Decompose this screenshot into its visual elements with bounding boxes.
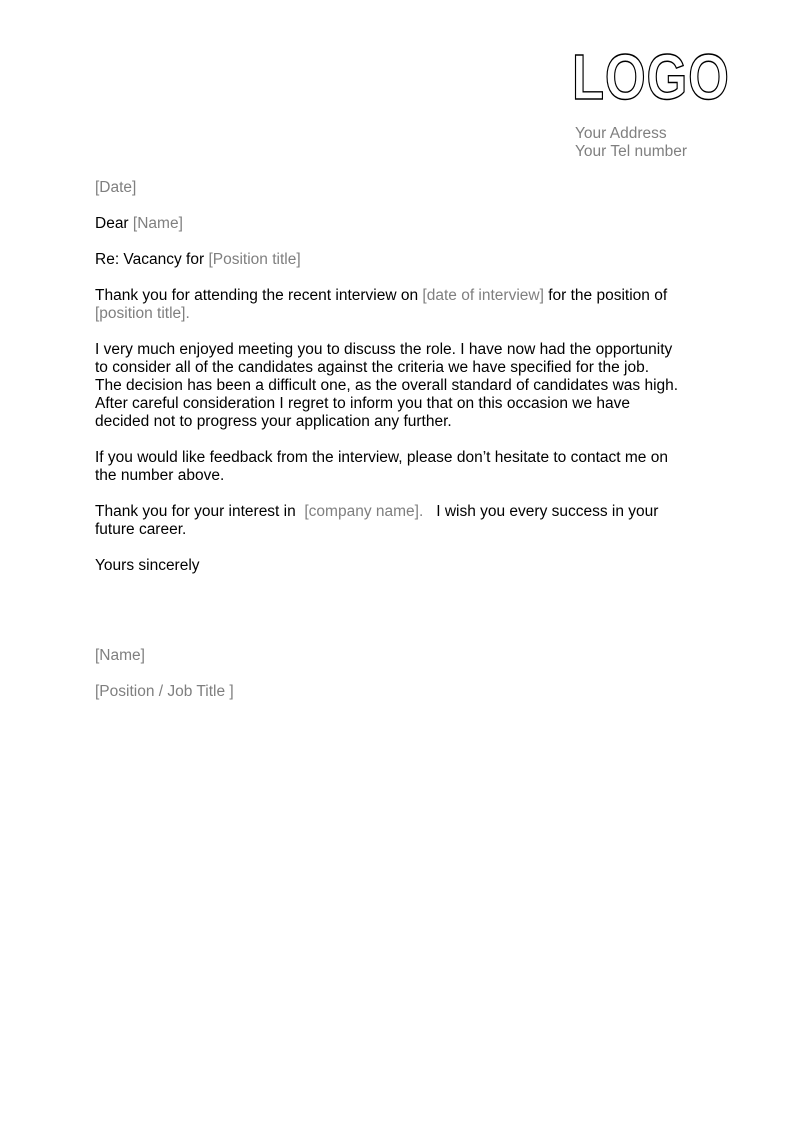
para2-line-2: to consider all of the candidates against the criteria we have specified for the job. bbox=[95, 359, 650, 376]
para2-line-5: decided not to progress your application any further. bbox=[95, 413, 452, 430]
company-logo: LOGO bbox=[572, 41, 730, 113]
interview-date-placeholder: [date of interview] bbox=[422, 287, 544, 304]
signature-title-line bbox=[95, 683, 705, 701]
letterhead-logo-block bbox=[572, 41, 772, 113]
para1-text-b: for the position of bbox=[548, 287, 668, 304]
para2-line-3: The decision has been a difficult one, as the overall standard of candidates was high. bbox=[95, 377, 679, 394]
sender-address: Your Address bbox=[575, 125, 667, 142]
signature-space bbox=[95, 575, 705, 647]
salutation-line bbox=[95, 215, 705, 233]
signature-title-placeholder: [Position / Job Title ] bbox=[95, 683, 234, 700]
letter-body bbox=[95, 179, 705, 701]
para1-period: . bbox=[185, 305, 190, 322]
letterhead-contact bbox=[575, 125, 687, 161]
paragraph-thanks bbox=[95, 503, 705, 539]
para1-text-a: Thank you for attending the recent interview on bbox=[95, 287, 419, 304]
para4-line-2: future career. bbox=[95, 521, 187, 538]
para3-line-1: If you would like feedback from the interview, please don’t hesitate to contact me on bbox=[95, 449, 668, 466]
date-line bbox=[95, 179, 705, 197]
para2-line-4: After careful consideration I regret to inform you that on this occasion we have bbox=[95, 395, 631, 412]
closing: Yours sincerely bbox=[95, 557, 200, 574]
para1-position-placeholder: [position title] bbox=[95, 305, 186, 322]
salutation: Dear bbox=[95, 215, 129, 232]
date-placeholder: [Date] bbox=[95, 179, 137, 196]
subject-position-placeholder: [Position title] bbox=[208, 251, 301, 268]
para3-line-2: the number above. bbox=[95, 467, 225, 484]
para2-line-1: I very much enjoyed meeting you to discuss the role. I have now had the opportunity bbox=[95, 341, 673, 358]
company-name-placeholder: [company name]. bbox=[304, 503, 424, 520]
para4-text-a: Thank you for your interest in bbox=[95, 503, 296, 520]
paragraph-feedback bbox=[95, 449, 705, 485]
paragraph-interview bbox=[95, 287, 705, 323]
recipient-name-placeholder: [Name] bbox=[132, 215, 183, 232]
para4-text-b: I wish you every success in your bbox=[436, 503, 659, 520]
sender-tel: Your Tel number bbox=[575, 143, 688, 160]
subject-line bbox=[95, 251, 705, 269]
signature-name-line bbox=[95, 647, 705, 665]
subject-prefix: Re: Vacancy for bbox=[95, 251, 205, 268]
signature-name-placeholder: [Name] bbox=[95, 647, 145, 664]
paragraph-decision bbox=[95, 341, 705, 431]
